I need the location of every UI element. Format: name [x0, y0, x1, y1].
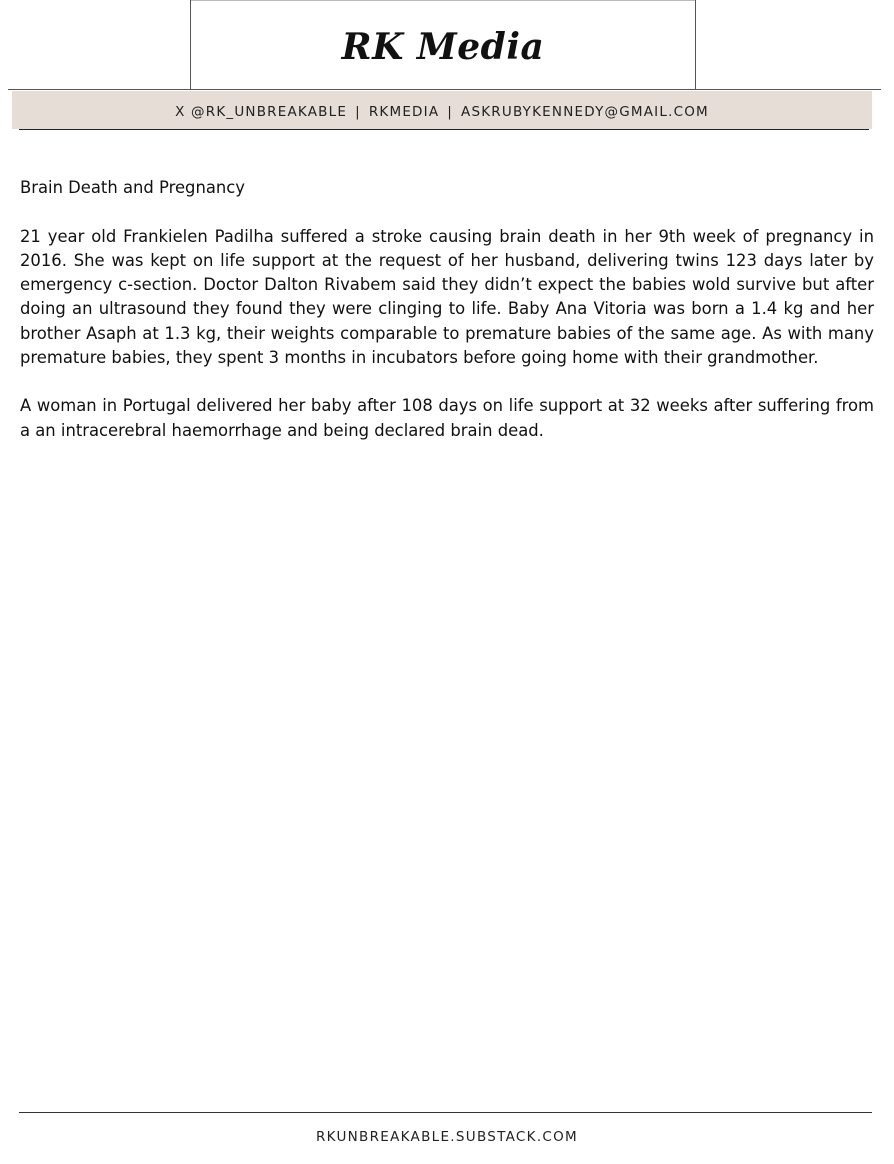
- page-header: [0, 0, 894, 91]
- article-paragraph: A woman in Portugal delivered her baby after 108 days on life support at 32 weeks after suffering from a an intracerebral haemorrhage and being declared brain dead.: [20, 396, 874, 440]
- footer-rule: [19, 1112, 872, 1113]
- email-link[interactable]: ASKRUBYKENNEDY@GMAIL.COM: [461, 104, 709, 120]
- article-body: [20, 176, 874, 467]
- brand-title: RK Media: [341, 26, 545, 68]
- article-title: Brain Death and Pregnancy: [20, 178, 245, 197]
- separator: |: [355, 104, 361, 120]
- contact-underline: [19, 129, 869, 130]
- footer-url[interactable]: RKUNBREAKABLE.SUBSTACK.COM: [315, 1129, 579, 1145]
- brand-name: RKMEDIA: [368, 104, 440, 120]
- separator: |: [447, 104, 454, 120]
- contact-bar: [12, 91, 872, 129]
- article-paragraph: 21 year old Frankielen Padilha suffered a stroke causing brain death in her 9th week of pregnancy in 2016. She was kept on life support at the request of her husband, delivering twins 123 days later by emergency c-section. Doctor Dalton Rivabem said they didn’t expect the babies wold survive but after doing an ultrasound they found they were clinging to life. Baby Ana Vitoria was born a 1.4 kg and her brother Asaph at 1.3 kg, their weights comparable to premature babies of the same age. As with many premature babies, they spent 3 months in incubators before going home with their grandmother.: [20, 226, 874, 367]
- header-top-border: [190, 0, 696, 1]
- x-handle[interactable]: X @RK_UNBREAKABLE: [175, 104, 348, 120]
- header-rule: [8, 89, 881, 90]
